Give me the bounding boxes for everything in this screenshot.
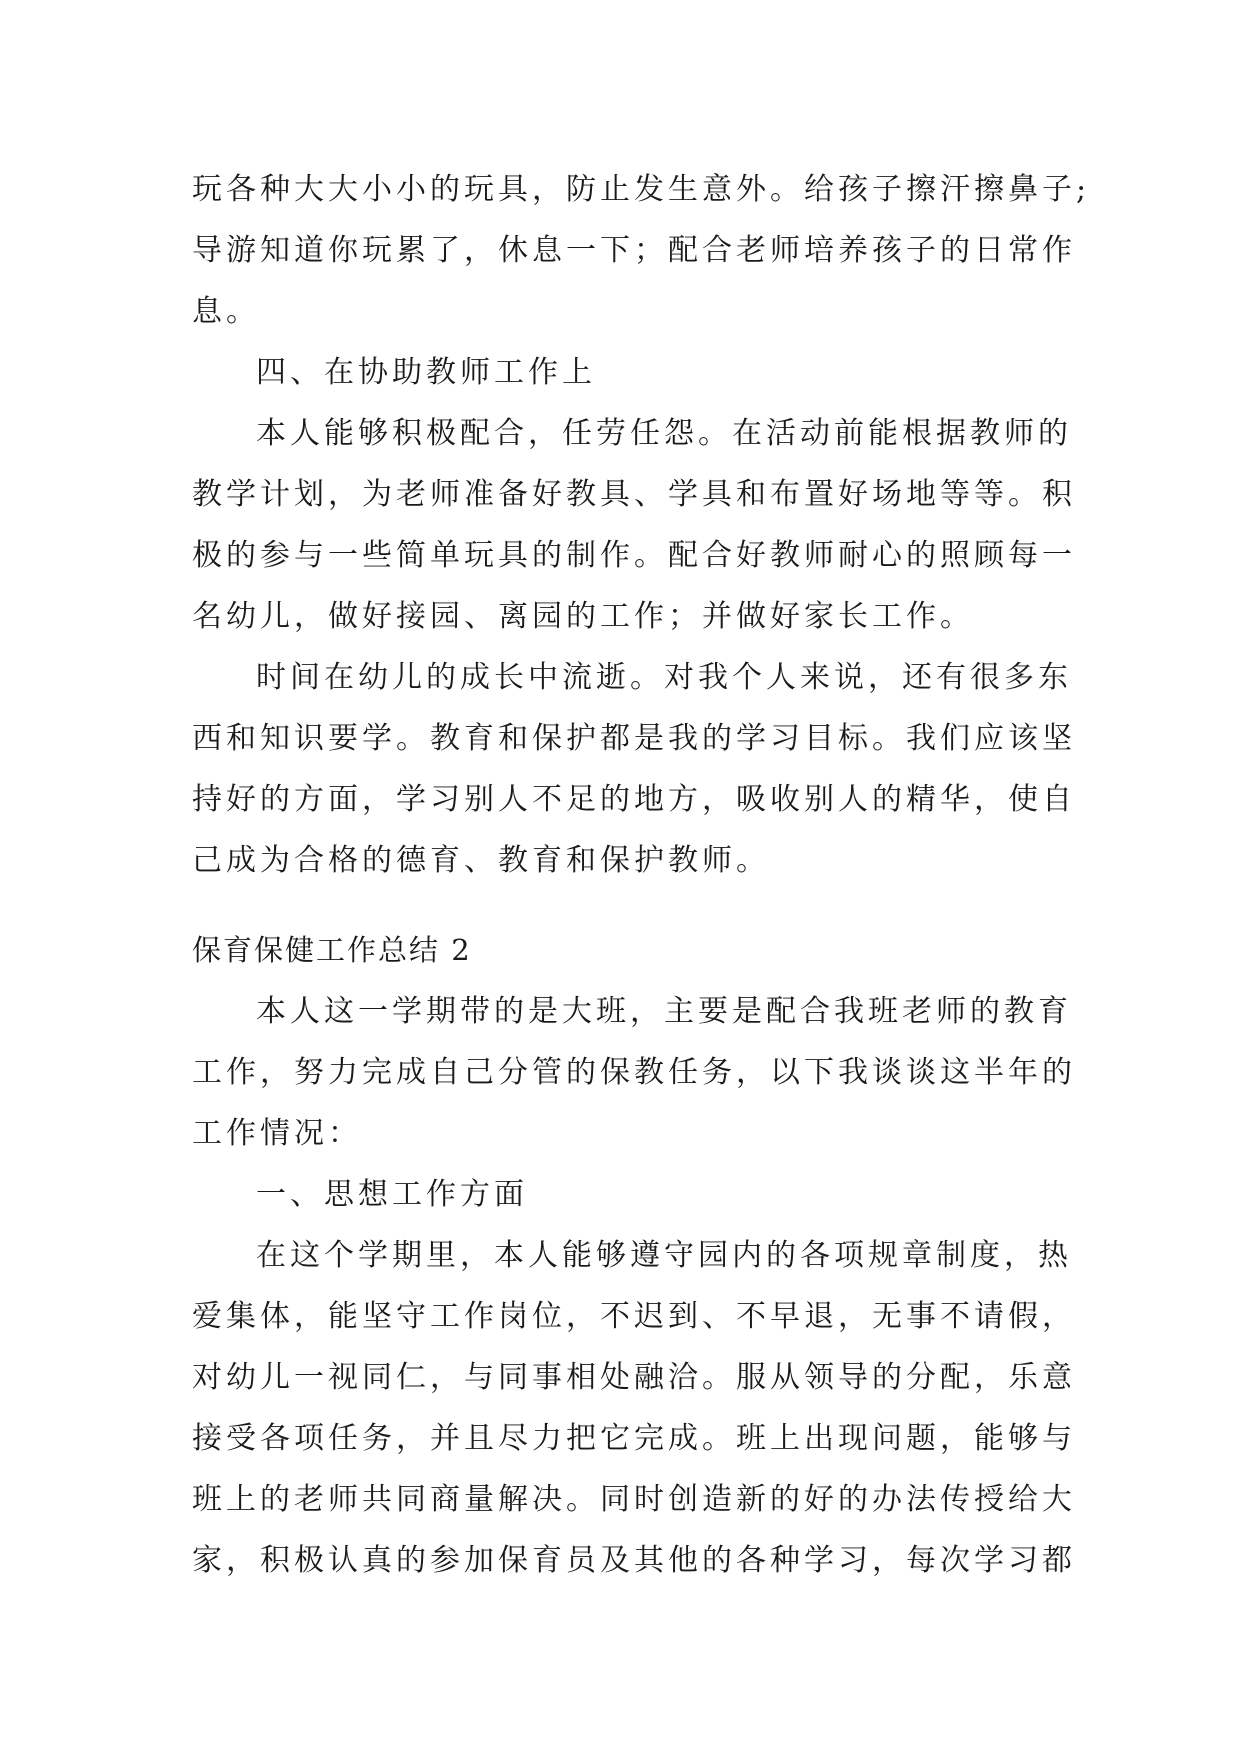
paragraph-line: 己成为合格的德育、教育和保护教师。 (192, 843, 770, 878)
paragraph-line: 时间在幼儿的成长中流逝。对我个人来说，还有很多东 (256, 660, 1072, 695)
paragraph-line: 家，积极认真的参加保育员及其他的各种学习，每次学习都 (192, 1543, 1076, 1578)
paragraph-line: 息。 (192, 294, 260, 329)
subheading-ideology: 一、思想工作方面 (256, 1177, 528, 1212)
paragraph-line: 本人能够积极配合，任劳任怨。在活动前能根据教师的 (256, 416, 1072, 451)
paragraph-line: 工作情况： (192, 1116, 362, 1151)
paragraph-line: 名幼儿，做好接园、离园的工作；并做好家长工作。 (192, 599, 974, 634)
section-title: 保育保健工作总结 2 (192, 933, 472, 967)
paragraph-line: 极的参与一些简单玩具的制作。配合好教师耐心的照顾每一 (192, 538, 1076, 573)
subheading-assist-teacher: 四、在协助教师工作上 (256, 355, 596, 390)
paragraph-line: 爱集体，能坚守工作岗位，不迟到、不早退，无事不请假， (192, 1299, 1076, 1334)
paragraph-line: 导游知道你玩累了，休息一下；配合老师培养孩子的日常作 (192, 233, 1076, 268)
paragraph-line: 接受各项任务，并且尽力把它完成。班上出现问题，能够与 (192, 1421, 1076, 1456)
paragraph-line: 在这个学期里，本人能够遵守园内的各项规章制度，热 (256, 1238, 1072, 1273)
paragraph-line: 工作，努力完成自己分管的保教任务，以下我谈谈这半年的 (192, 1055, 1076, 1090)
paragraph-line: 教学计划，为老师准备好教具、学具和布置好场地等等。积 (192, 477, 1076, 512)
section-2-body (192, 920, 1076, 1591)
paragraph-line: 班上的老师共同商量解决。同时创造新的好的办法传授给大 (192, 1482, 1076, 1517)
paragraph-line: 持好的方面，学习别人不足的地方，吸收别人的精华，使自 (192, 782, 1076, 817)
paragraph-line: 玩各种大大小小的玩具，防止发生意外。给孩子擦汗擦鼻子; (192, 172, 1091, 207)
paragraph-line: 西和知识要学。教育和保护都是我的学习目标。我们应该坚 (192, 721, 1076, 756)
section-1-body (192, 159, 1091, 891)
paragraph-line: 本人这一学期带的是大班，主要是配合我班老师的教育 (256, 994, 1072, 1029)
paragraph-line: 对幼儿一视同仁，与同事相处融洽。服从领导的分配，乐意 (192, 1360, 1076, 1395)
